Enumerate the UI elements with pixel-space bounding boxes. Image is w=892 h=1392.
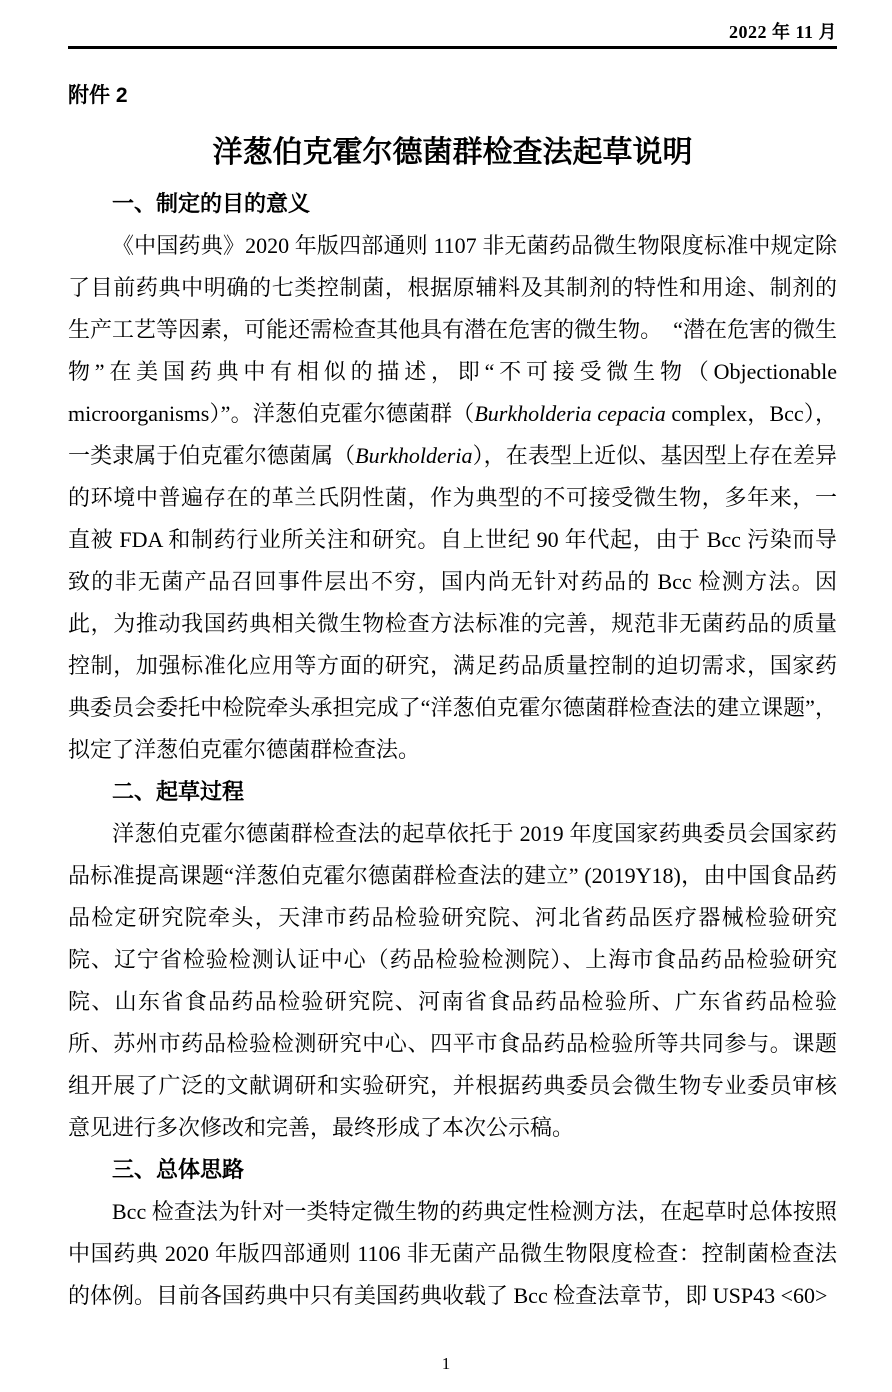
- document-body: [68, 183, 837, 1317]
- document-title: 洋葱伯克霍尔德菌群检查法起草说明: [212, 136, 693, 169]
- section-purpose: [68, 183, 837, 771]
- paragraph-overall-approach: Bcc 检查法为针对一类特定微生物的药典定性检测方法，在起草时总体按照中国药典 2020 年版四部通则 1106 非无菌产品微生物限度检查：控制菌检查法的体例。目前各国药典中只有美国药典收载了 Bcc 检查法章节，即 USP43 <60>: [68, 1199, 837, 1308]
- page-number: 1: [441, 1354, 451, 1373]
- section-heading-drafting-process: 二、起草过程: [112, 779, 245, 804]
- attachment-label: 附件 2: [68, 84, 128, 107]
- section-heading-overall-approach: 三、总体思路: [112, 1157, 245, 1182]
- section-overall-approach: [68, 1149, 837, 1317]
- page-footer: [0, 1354, 892, 1374]
- paragraph-purpose: 《中国药典》2020 年版四部通则 1107 非无菌药品微生物限度标准中规定除了目前药典中明确的七类控制菌，根据原辅料及其制剂的特性和用途、制剂的生产工艺等因素，可能还需检查其他具有潜在危害的微生物。 “潜在危害的微生物”在美国药典中有相似的描述，即“不可接受微生物（Objectionable microorganisms）”。洋葱伯克霍尔德菌群（Burkholderia cepacia complex，Bcc），一类隶属于伯克霍尔德菌属（Burkholderia），在表型上近似、基因型上存在差异的环境中普遍存在的革兰氏阴性菌，作为典型的不可接受微生物，多年来，一直被 FDA 和制药行业所关注和研究。自上世纪 90 年代起，由于 Bcc 污染而导致的非无菌产品召回事件层出不穷，国内尚无针对药品的 Bcc 检测方法。因此，为推动我国药典相关微生物检查方法标准的完善，规范非无菌药品的质量控制，加强标准化应用等方面的研究，满足药品质量控制的迫切需求，国家药典委员会委托中检院牵头承担完成了“洋葱伯克霍尔德菌群检查法的建立课题”，拟定了洋葱伯克霍尔德菌群检查法。: [68, 233, 837, 762]
- section-drafting-process: [68, 771, 837, 1149]
- page-header: [68, 20, 837, 49]
- section-heading-purpose: 一、制定的目的意义: [112, 191, 311, 216]
- header-date: 2022 年 11 月: [728, 22, 837, 42]
- paragraph-drafting-process: 洋葱伯克霍尔德菌群检查法的起草依托于 2019 年度国家药典委员会国家药品标准提高课题“洋葱伯克霍尔德菌群检查法的建立” (2019Y18)，由中国食品药品检定研究院牵头，天津市药品检验研究院、河北省药品医疗器械检验研究院、辽宁省检验检测认证中心（药品检验检测院）、上海市食品药品检验研究院、山东省食品药品检验研究院、河南省食品药品检验所、广东省药品检验所、苏州市药品检验检测研究中心、四平市食品药品检验所等共同参与。课题组开展了广泛的文献调研和实验研究，并根据药典委员会微生物专业委员审核意见进行多次修改和完善，最终形成了本次公示稿。: [68, 821, 837, 1140]
